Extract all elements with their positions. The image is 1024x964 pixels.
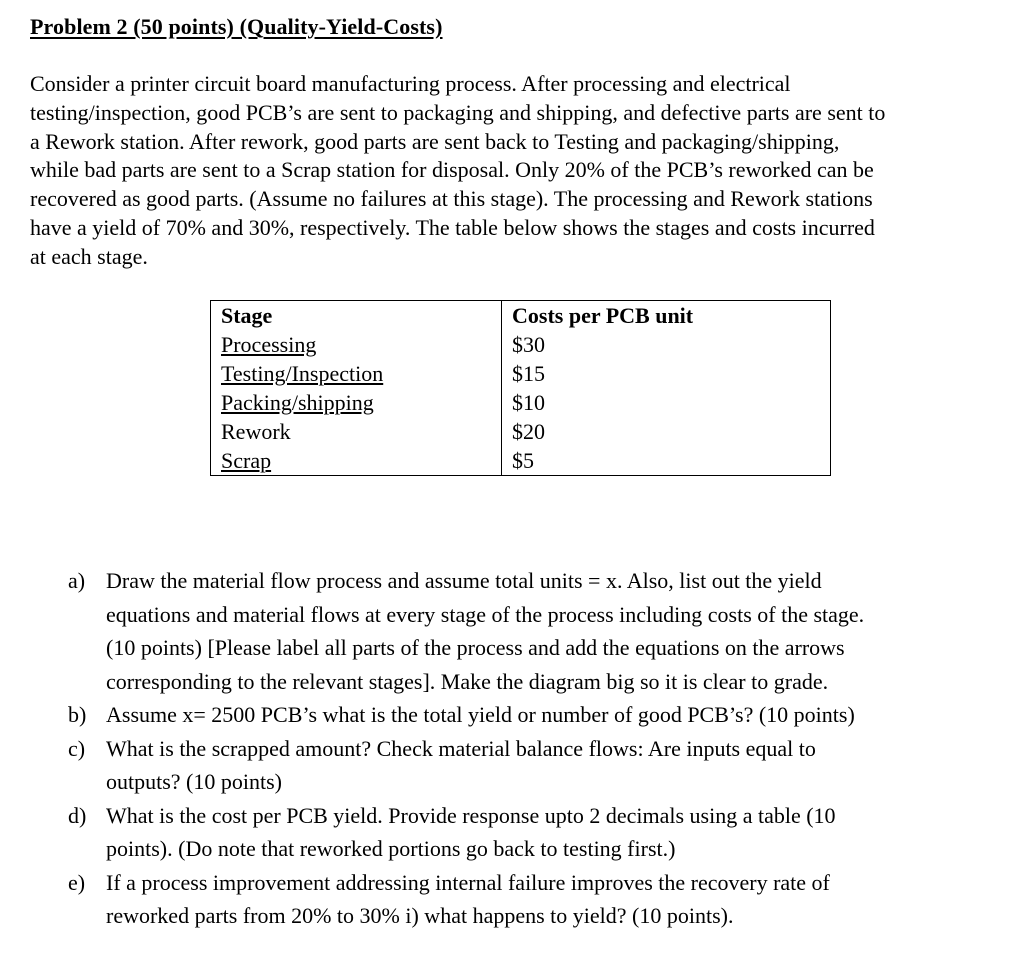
problem-title: Problem 2 (50 points) (Quality-Yield-Costs): [30, 14, 443, 39]
question-line: Assume x= 2500 PCB’s what is the total yield or number of good PCB’s? (10 points): [106, 702, 855, 727]
table-cell-stage: [211, 388, 502, 417]
intro-line: testing/inspection, good PCB’s are sent to packaging and shipping, and defective parts are sent to: [30, 99, 886, 125]
question-line: What is the cost per PCB yield. Provide response upto 2 decimals using a table (10: [106, 802, 836, 828]
stage-name: Processing: [221, 331, 317, 357]
stage-name: Packing/shipping: [221, 389, 374, 415]
stage-cost-table: [210, 300, 831, 476]
intro-line: while bad parts are sent to a Scrap station for disposal. Only 20% of the PCB’s reworked can be: [30, 157, 874, 183]
stage-name: Scrap: [221, 447, 272, 473]
question-list: [68, 564, 1018, 933]
table-cell-cost: $20: [502, 417, 831, 446]
question-item: [68, 866, 1018, 933]
stage-name: Rework: [221, 418, 291, 444]
table-header-row: [211, 301, 831, 331]
intro-line: a Rework station. After rework, good parts are sent back to Testing and packaging/shipping,: [30, 128, 840, 154]
question-letter: a): [68, 568, 86, 593]
table-header-stage: Stage: [211, 301, 502, 331]
question-line: outputs? (10 points): [106, 769, 282, 794]
question-item: [68, 799, 1018, 866]
question-line: corresponding to the relevant stages]. Make the diagram big so it is clear to grade.: [106, 668, 829, 694]
question-line: Draw the material flow process and assume total units = x. Also, list out the yield: [106, 568, 822, 593]
table-cell-stage: [211, 330, 502, 359]
table-cell-cost: $5: [502, 446, 831, 476]
intro-line: have a yield of 70% and 30%, respectively. The table below shows the stages and costs incurred: [30, 214, 875, 240]
question-item: [68, 698, 1018, 732]
question-item: [68, 732, 1018, 799]
question-line: reworked parts from 20% to 30% i) what happens to yield? (10 points).: [106, 903, 734, 928]
question-line: equations and material flows at every stage of the process including costs of the stage.: [106, 601, 865, 627]
table-row: [211, 359, 831, 388]
question-line: If a process improvement addressing internal failure improves the recovery rate of: [106, 869, 830, 895]
table-cell-cost: $15: [502, 359, 831, 388]
question-letter: c): [68, 735, 86, 761]
intro-line: Consider a printer circuit board manufacturing process. After processing and electrical: [30, 71, 791, 96]
table-row: [211, 330, 831, 359]
question-letter: e): [68, 869, 86, 895]
table-cell-stage: [211, 446, 502, 476]
question-line: (10 points) [Please label all parts of the process and add the equations on the arrows: [106, 635, 845, 660]
table-cell-cost: $30: [502, 330, 831, 359]
table-cell-cost: $10: [502, 388, 831, 417]
question-line: What is the scrapped amount? Check material balance flows: Are inputs equal to: [106, 735, 816, 761]
question-item: [68, 564, 1018, 698]
stage-name: Testing/Inspection: [221, 360, 384, 386]
question-letter: d): [68, 802, 87, 828]
question-line: points). (Do note that reworked portions go back to testing first.): [106, 836, 676, 861]
problem-intro: [30, 70, 1020, 272]
intro-line: recovered as good parts. (Assume no failures at this stage). The processing and Rework stations: [30, 186, 873, 212]
table-row: [211, 417, 831, 446]
table-header-cost: Costs per PCB unit: [502, 301, 831, 331]
table-row: [211, 446, 831, 476]
intro-line: at each stage.: [30, 243, 148, 269]
table-row: [211, 388, 831, 417]
table-cell-stage: [211, 417, 502, 446]
table-cell-stage: [211, 359, 502, 388]
question-letter: b): [68, 702, 87, 727]
